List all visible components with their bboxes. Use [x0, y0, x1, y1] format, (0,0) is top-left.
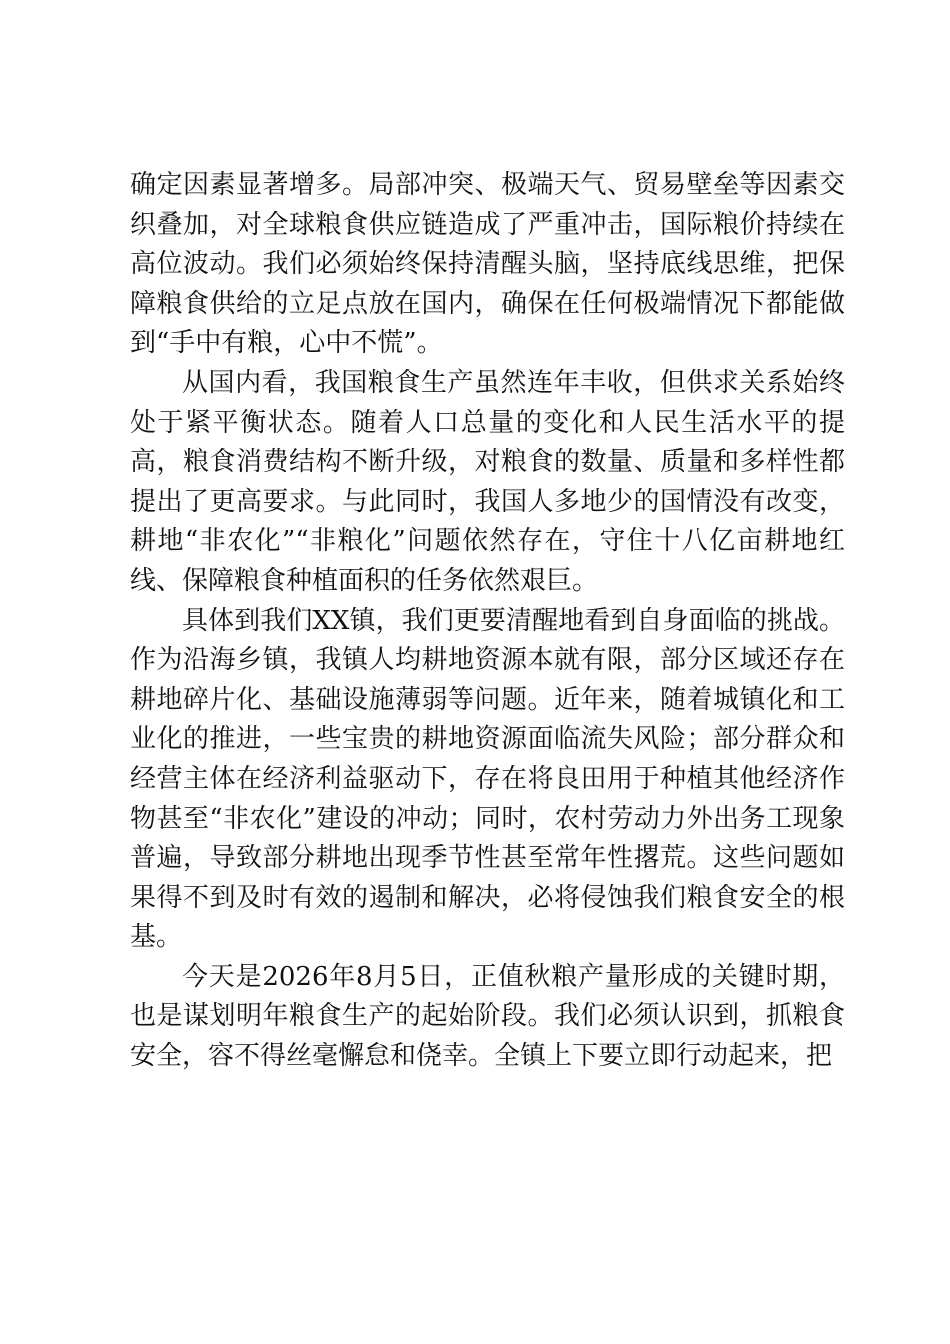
- paragraph-domestic-situation: 从国内看，我国粮食生产虽然连年丰收，但供求关系始终处于紧平衡状态。随着人口总量的变化和人民生活水平的提高，粮食消费结构不断升级，对粮食的数量、质量和多样性都提出了更高要求。与此同时，我国人多地少的国情没有改变，耕地“非农化”“非粮化”问题依然存在，守住十八亿亩耕地红线、保障粮食种植面积的任务依然艰巨。: [130, 367, 845, 596]
- paragraph-current-action: 今天是2026年8月5日，正值秋粮产量形成的关键时期，也是谋划明年粮食生产的起始阶段。我们必须认识到，抓粮食安全，容不得丝毫懈怠和侥幸。全镇上下要立即行动起来，把: [130, 961, 845, 1072]
- document-body: [130, 166, 845, 1077]
- paragraph-town-challenges: 具体到我们XX镇，我们更要清醒地看到自身面临的挑战。作为沿海乡镇，我镇人均耕地资源本就有限，部分区域还存在耕地碎片化、基础设施薄弱等问题。近年来，随着城镇化和工业化的推进，一些宝贵的耕地资源面临流失风险；部分群众和经营主体在经济利益驱动下，存在将良田用于种植其他经济作物甚至“非农化”建设的冲动；同时，农村劳动力外出务工现象普遍，导致部分耕地出现季节性甚至常年性撂荒。这些问题如果得不到及时有效的遏制和解决，必将侵蚀我们粮食安全的根基。: [130, 605, 845, 953]
- paragraph-continuation: 确定因素显著增多。局部冲突、极端天气、贸易壁垒等因素交织叠加，对全球粮食供应链造成了严重冲击，国际粮价持续在高位波动。我们必须始终保持清醒头脑，坚持底线思维，把保障粮食供给的立足点放在国内，确保在任何极端情况下都能做到“手中有粮，心中不慌”。: [130, 170, 845, 359]
